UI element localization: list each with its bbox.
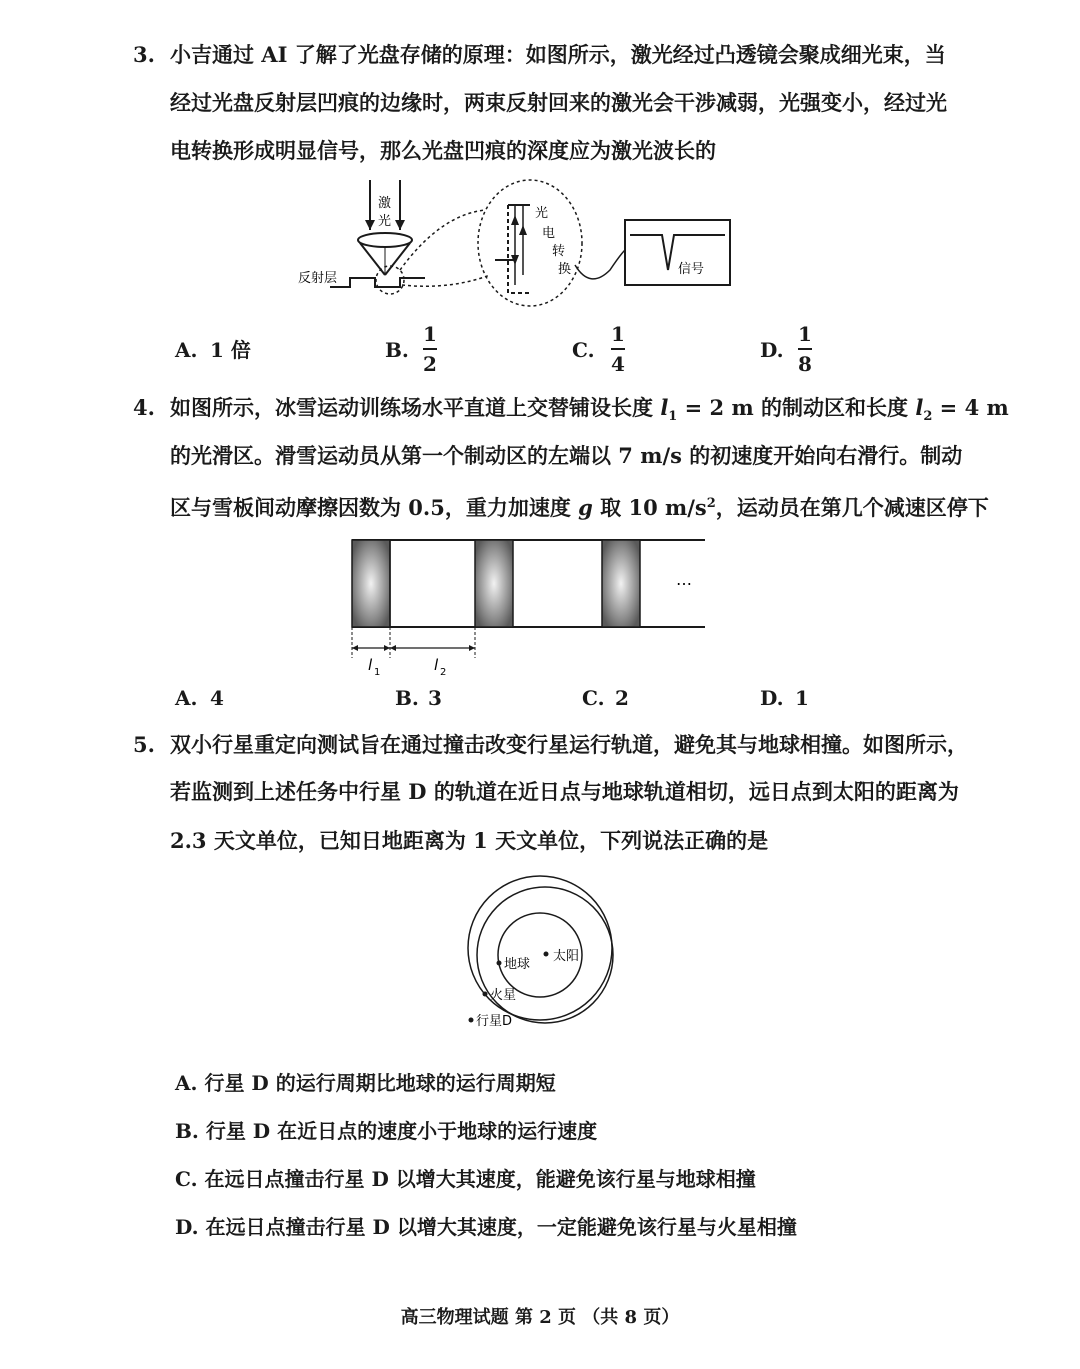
q3-option-d-denominator: 8 bbox=[798, 352, 812, 376]
l1-symbol: l bbox=[660, 395, 669, 420]
q4-option-d-label: D. bbox=[760, 686, 784, 710]
fraction-bar bbox=[423, 348, 437, 350]
q4-text-part: = 2 m 的制动区和长度 bbox=[677, 395, 916, 420]
q4-option-c-text: 2 bbox=[615, 686, 629, 710]
earth-label: 地球 bbox=[504, 957, 531, 972]
q3-option-c-numerator: 1 bbox=[611, 322, 625, 346]
q5-option-a: A. 行星 D 的运行周期比地球的运行周期短 bbox=[175, 1071, 556, 1095]
q5-option-b: B. 行星 D 在近日点的速度小于地球的运行速度 bbox=[175, 1119, 598, 1143]
l1-subscript: 1 bbox=[668, 409, 678, 425]
signal-label: 信号 bbox=[678, 262, 705, 277]
laser-label-1: 激 bbox=[378, 196, 392, 211]
q3-option-d-label: D. bbox=[760, 338, 784, 362]
question-3-line-3: 电转换形成明显信号，那么光盘凹痕的深度应为激光波长的 bbox=[170, 138, 716, 163]
brake-zone-2 bbox=[475, 540, 513, 627]
photoelectric-label-1: 光 bbox=[535, 206, 549, 221]
sun-dot bbox=[544, 952, 549, 957]
continuation-dots: … bbox=[676, 570, 692, 589]
q4-option-b-label: B. bbox=[395, 686, 419, 710]
q4-option-a-label: A. bbox=[175, 686, 198, 710]
q4-option-b-text: 3 bbox=[428, 686, 442, 710]
question-5-line-3: 2.3 天文单位，已知日地距离为 1 天文单位，下列说法正确的是 bbox=[170, 828, 769, 853]
fraction-bar bbox=[798, 348, 812, 350]
q5-option-d: D. 在远日点撞击行星 D 以增大其速度，一定能避免该行星与火星相撞 bbox=[175, 1215, 797, 1239]
q4-text-part: 取 10 m/s bbox=[592, 495, 707, 520]
q4-option-a-text: 4 bbox=[210, 686, 224, 710]
q4-text-part: ，运动员在第几个减速区停下 bbox=[715, 495, 989, 520]
question-3-line-2: 经过光盘反射层凹痕的边缘时，两束反射回来的激光会干涉减弱，光强变小，经过光 bbox=[170, 90, 947, 115]
page-footer: 高三物理试题 第 2 页 （共 8 页） bbox=[400, 1307, 680, 1328]
photoelectric-label-3: 转 bbox=[552, 244, 566, 259]
question-5-number: 5. bbox=[133, 732, 155, 757]
q4-text-part: 如图所示，冰雪运动训练场水平直道上交替铺设长度 bbox=[170, 395, 661, 420]
dimension-l1-label: l bbox=[368, 656, 373, 674]
question-3-number: 3. bbox=[133, 42, 155, 67]
dimension-l2-label: l bbox=[434, 656, 439, 674]
q3-option-b-label: B. bbox=[385, 338, 409, 362]
mars-label: 火星 bbox=[490, 988, 517, 1003]
ski-track-diagram bbox=[340, 530, 720, 680]
photoelectric-label-2: 电 bbox=[542, 226, 556, 241]
optical-disc-diagram bbox=[290, 175, 740, 310]
mars-dot bbox=[483, 992, 488, 997]
q4-option-c-label: C. bbox=[582, 686, 605, 710]
fraction-bar bbox=[611, 348, 625, 350]
q5-option-c: C. 在远日点撞击行星 D 以增大其速度，能避免该行星与地球相撞 bbox=[175, 1167, 756, 1191]
photoelectric-label-4: 换 bbox=[558, 262, 572, 277]
q4-text-part: = 4 m bbox=[932, 395, 1009, 420]
q3-option-c-denominator: 4 bbox=[611, 352, 625, 376]
question-4-line-1 bbox=[170, 393, 1009, 432]
l2-symbol: l bbox=[915, 395, 924, 420]
brake-zone-1 bbox=[352, 540, 390, 627]
question-3-line-1: 小吉通过 AI 了解了光盘存储的原理：如图所示，激光经过凸透镜会聚成细光束，当 bbox=[170, 42, 946, 67]
brake-zone-3 bbox=[602, 540, 640, 627]
q3-option-b-fraction bbox=[423, 322, 437, 376]
question-5-line-1: 双小行星重定向测试旨在通过撞击改变行星运行轨道，避免其与地球相撞。如图所示， bbox=[170, 732, 968, 757]
reflect-layer-label: 反射层 bbox=[298, 271, 338, 286]
dimension-l1-subscript: 1 bbox=[374, 667, 381, 678]
laser-label-2: 光 bbox=[378, 214, 392, 229]
q3-option-d-numerator: 1 bbox=[798, 322, 812, 346]
earth-dot bbox=[497, 961, 502, 966]
question-4-line-2: 的光滑区。滑雪运动员从第一个制动区的左端以 7 m/s 的初速度开始向右滑行。制动 bbox=[170, 443, 963, 468]
q3-option-b-numerator: 1 bbox=[423, 322, 437, 346]
q4-text-part: 区与雪板间动摩擦因数为 0.5，重力加速度 bbox=[170, 495, 579, 520]
planet-d-dot bbox=[469, 1018, 474, 1023]
sun-label: 太阳 bbox=[553, 949, 580, 964]
orbit-diagram bbox=[440, 870, 620, 1045]
q3-option-d-fraction bbox=[798, 322, 812, 376]
g-symbol: g bbox=[578, 495, 593, 520]
question-5-line-2: 若监测到上述任务中行星 D 的轨道在近日点与地球轨道相切，远日点到太阳的距离为 bbox=[170, 779, 959, 804]
question-4-number: 4. bbox=[133, 395, 155, 420]
q3-option-c-label: C. bbox=[572, 338, 595, 362]
question-4-line-3 bbox=[170, 489, 989, 523]
dimension-l2-subscript: 2 bbox=[440, 667, 447, 678]
q3-option-a-text: 1 倍 bbox=[210, 338, 251, 362]
squared-exponent: 2 bbox=[706, 496, 716, 511]
q3-option-b-denominator: 2 bbox=[423, 352, 437, 376]
planet-d-label: 行星D bbox=[476, 1014, 513, 1029]
l2-subscript: 2 bbox=[923, 409, 933, 425]
q4-option-d-text: 1 bbox=[795, 686, 809, 710]
q3-option-a-label: A. bbox=[175, 338, 198, 362]
q3-option-c-fraction bbox=[611, 322, 625, 376]
